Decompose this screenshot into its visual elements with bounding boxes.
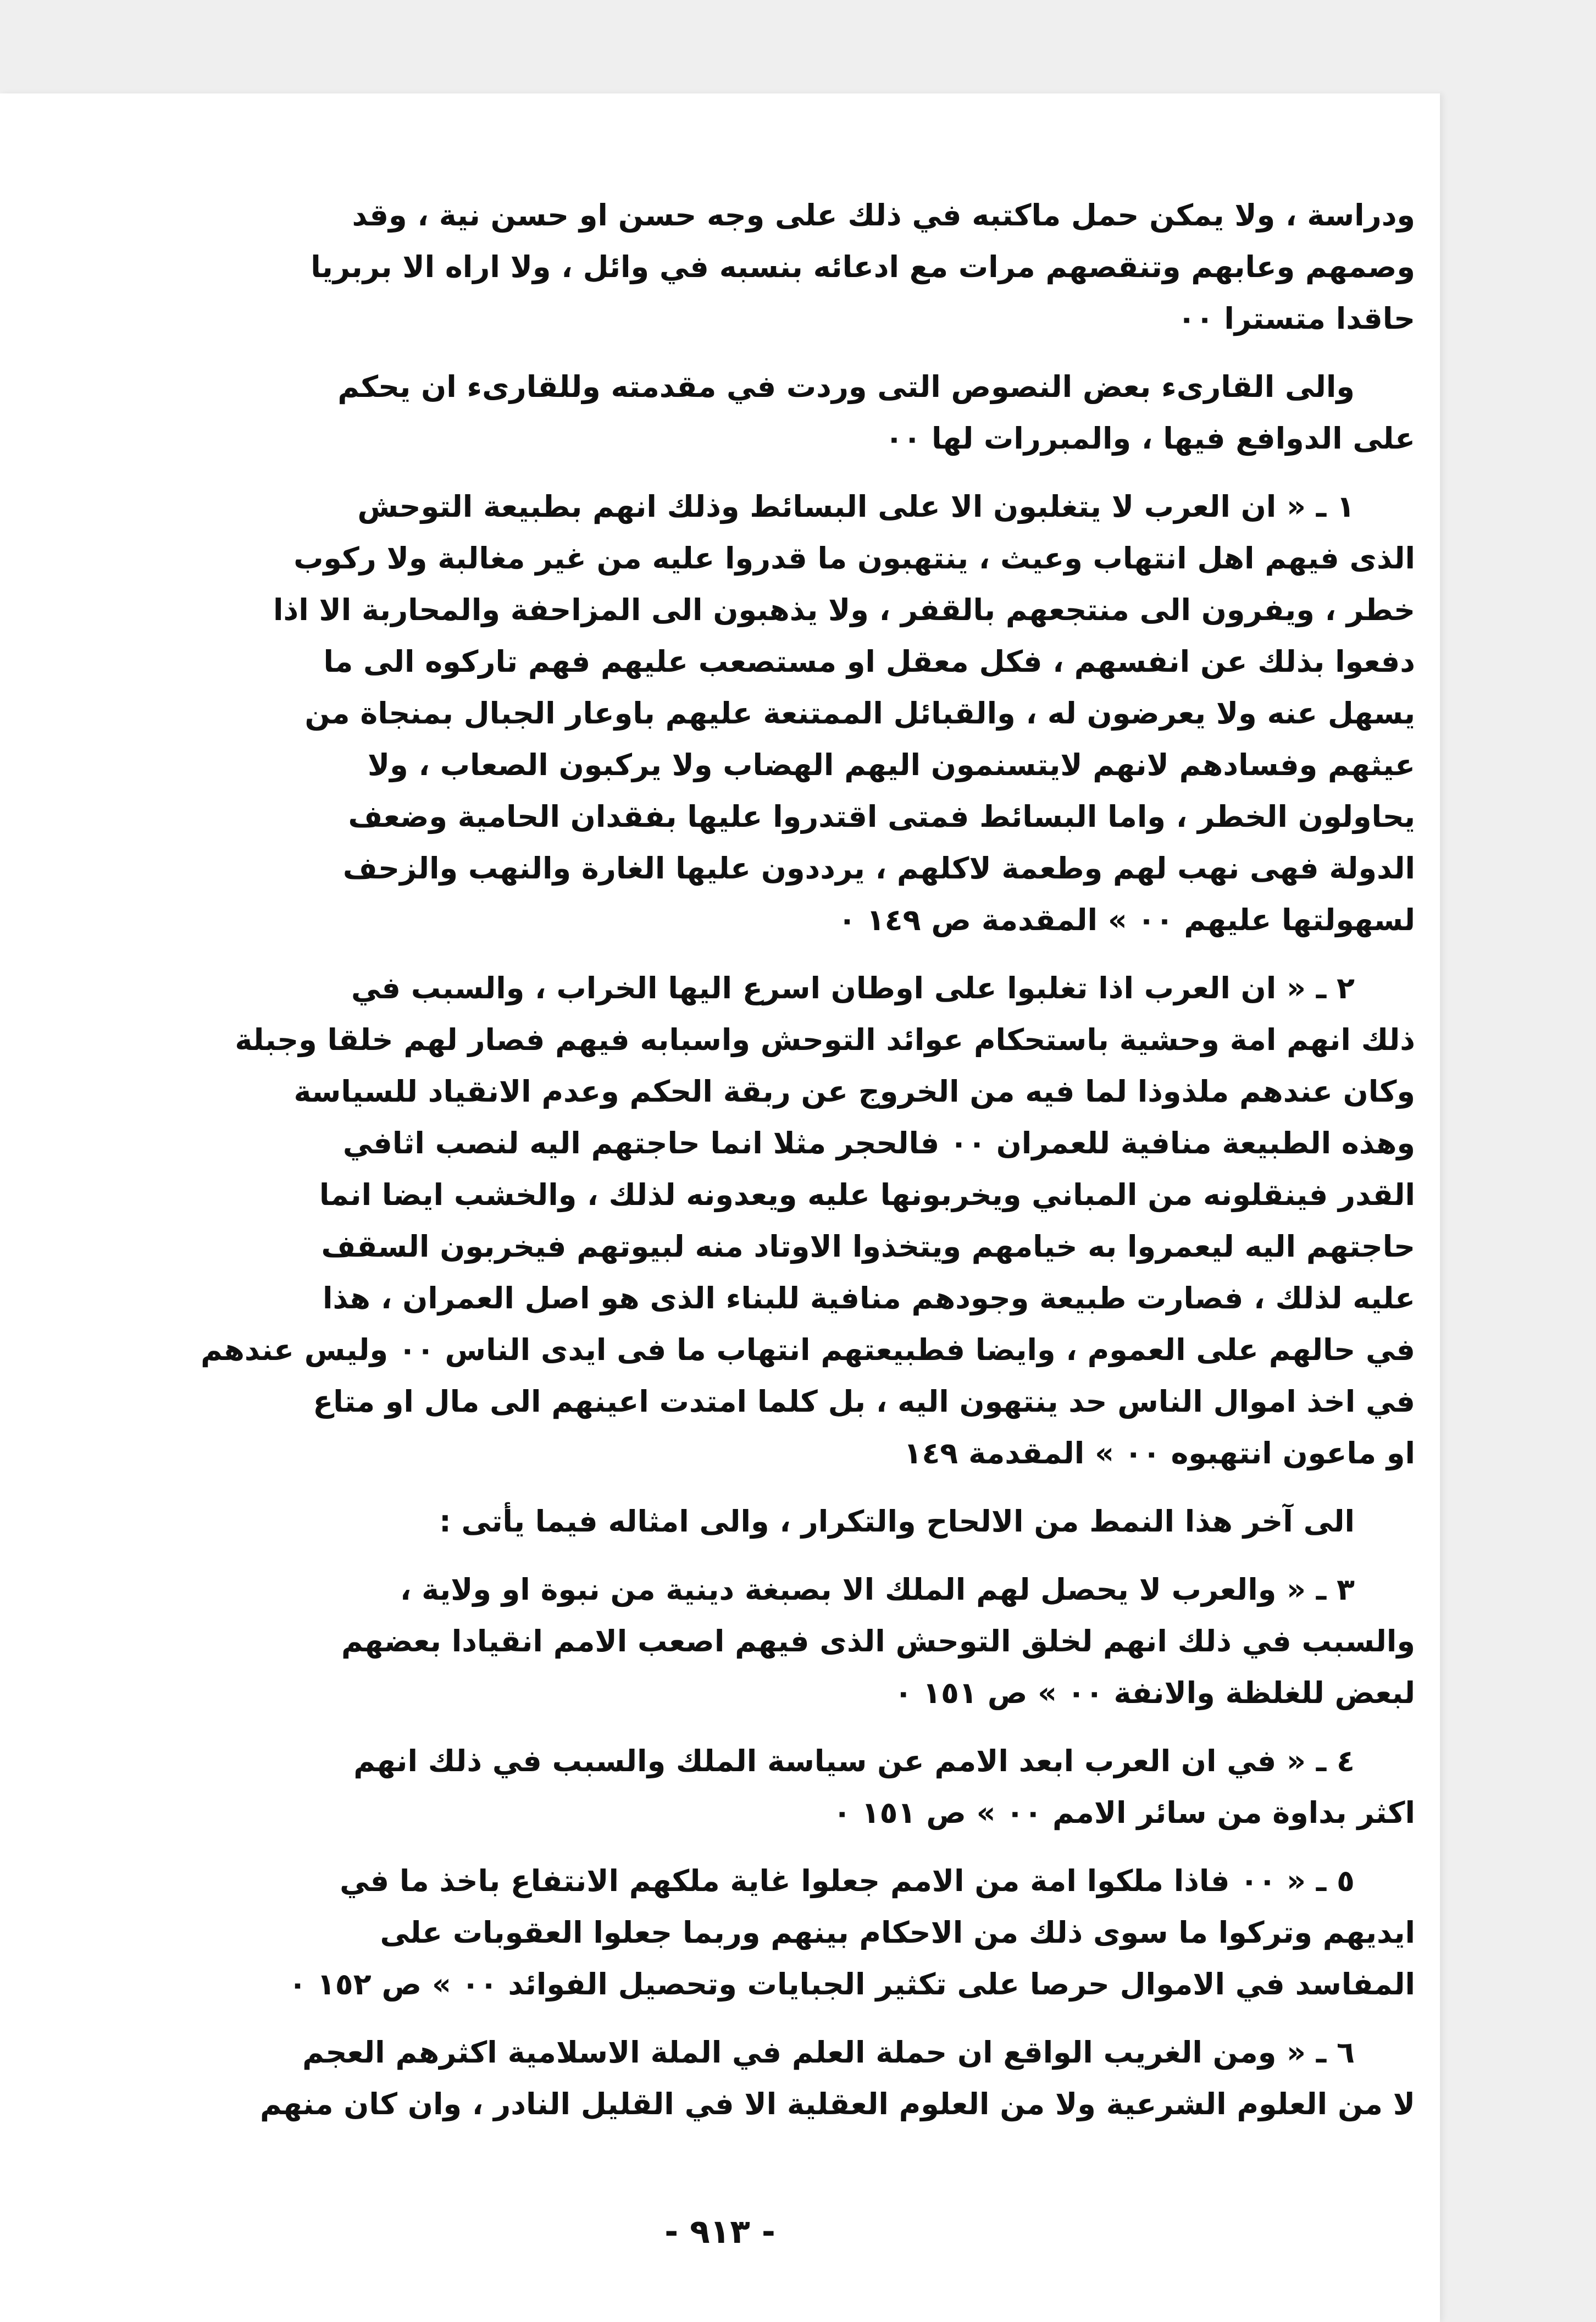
text-line: حاجتهم اليه ليعمروا به خيامهم ويتخذوا الاوتاد منه لبيوتهم فيخربون السقف	[321, 1229, 1415, 1264]
text-line: عيثهم وفسادهم لانهم لايتسنمون اليهم الهضاب ولا يركبون الصعاب ، ولا	[367, 748, 1415, 782]
paragraph-quote-5	[184, 1855, 1415, 2010]
text-line: يسهل عنه ولا يعرضون له ، والقبائل الممتنعة عليهم باوعار الجبال بمنجاة من	[304, 696, 1415, 731]
text-line: ٦ ـ « ومن الغريب الواقع ان حملة العلم في الملة الاسلامية اكثرهم العجم	[302, 2035, 1355, 2070]
text-line: خطر ، ويفرون الى منتجعهم بالقفر ، ولا يذهبون الى المزاحفة والمحاربة الا اذا	[273, 593, 1415, 627]
text-line: الذى فيهم اهل انتهاب وعيث ، ينتهبون ما قدروا عليه من غير مغالبة ولا ركوب	[293, 541, 1415, 576]
paragraph-quote-6	[184, 2027, 1415, 2130]
text-line: المفاسد في الاموال حرصا على تكثير الجبايات وتحصيل الفوائد ٠٠ » ص ١٥٢ ٠	[289, 1967, 1415, 2002]
text-line: لا من العلوم الشرعية ولا من العلوم العقلية الا في القليل النادر ، وان كان منهم	[260, 2087, 1415, 2121]
text-line: الى آخر هذا النمط من الالحاح والتكرار ، والى امثاله فيما يأتى :	[439, 1504, 1355, 1539]
text-line: في حالهم على العموم ، وايضا فطبيعتهم انتهاب ما فى ايدى الناس ٠٠ وليس عندهم	[201, 1333, 1415, 1367]
text-line: ودراسة ، ولا يمكن حمل ماكتبه في ذلك على وجه حسن او حسن نية ، وقد	[352, 198, 1415, 233]
paragraph-quote-3	[184, 1564, 1415, 1719]
text-line: او ماعون انتهبوه ٠٠ » المقدمة ١٤٩	[904, 1436, 1415, 1470]
paragraph-quote-4	[184, 1735, 1415, 1839]
text-line: والى القارىء بعض النصوص التى وردت في مقدمته وللقارىء ان يحكم	[337, 369, 1355, 404]
text-line: ١ ـ « ان العرب لا يتغلبون الا على البسائط وذلك انهم بطبيعة التوحش	[357, 489, 1355, 524]
paragraph-intro	[184, 190, 1415, 345]
text-line: وكان عندهم ملذوذا لما فيه من الخروج عن ربقة الحكم وعدم الانقياد للسياسة	[293, 1074, 1415, 1109]
text-line: القدر فينقلونه من المباني ويخربونها عليه ويعدونه لذلك ، والخشب ايضا انما	[319, 1177, 1415, 1212]
page-number: - ٩١٣ -	[664, 2213, 775, 2251]
text-line: عليه لذلك ، فصارت طبيعة وجودهم منافية للبناء الذى هو اصل العمران ، هذا	[322, 1281, 1415, 1315]
paragraph-transition	[184, 1496, 1415, 1547]
text-line: ايديهم وتركوا ما سوى ذلك من الاحكام بينهم وربما جعلوا العقوبات على	[380, 1915, 1415, 1950]
text-line: ٤ ـ « في ان العرب ابعد الامم عن سياسة الملك والسبب في ذلك انهم	[353, 1744, 1355, 1778]
text-line: لسهولتها عليهم ٠٠ » المقدمة ص ١٤٩ ٠	[838, 903, 1415, 937]
text-line: حاقدا متسترا ٠٠	[1177, 301, 1415, 336]
text-line: على الدوافع فيها ، والمبررات لها ٠٠	[885, 421, 1415, 456]
text-line: ٣ ـ « والعرب لا يحصل لهم الملك الا بصبغة دينية من نبوة او ولاية ،	[400, 1572, 1355, 1607]
page-body-text	[184, 190, 1415, 2147]
paragraph-quote-1	[184, 481, 1415, 946]
text-line: دفعوا بذلك عن انفسهم ، فكل معقل او مستصعب عليهم فهم تاركوه الى ما	[323, 644, 1415, 679]
text-line: ٥ ـ « ٠٠ فاذا ملكوا امة من الامم جعلوا غاية ملكهم الانتفاع باخذ ما في	[340, 1864, 1355, 1898]
text-line: وهذه الطبيعة منافية للعمران ٠٠ فالحجر مثلا انما حاجتهم اليه لنصب اثافي	[342, 1126, 1415, 1160]
text-line: ذلك انهم امة وحشية باستحكام عوائد التوحش واسبابه فيهم فصار لهم خلقا وجبلة	[235, 1022, 1415, 1057]
text-line: لبعض للغلظة والانفة ٠٠ » ص ١٥١ ٠	[894, 1676, 1415, 1710]
paragraph-quote-2	[184, 963, 1415, 1479]
text-line: في اخذ اموال الناس حد ينتهون اليه ، بل كلما امتدت اعينهم الى مال او متاع	[313, 1384, 1415, 1419]
paragraph-reader-note	[184, 361, 1415, 465]
text-line: والسبب في ذلك انهم لخلق التوحش الذى فيهم اصعب الامم انقيادا بعضهم	[341, 1624, 1415, 1658]
text-line: وصمهم وعابهم وتنقصهم مرات مع ادعائه بنسبه في وائل ، ولا اراه الا بربريا	[311, 250, 1415, 284]
text-line: ٢ ـ « ان العرب اذا تغلبوا على اوطان اسرع اليها الخراب ، والسبب في	[351, 971, 1355, 1005]
text-line: يحاولون الخطر ، واما البسائط فمتى اقتدروا عليها بفقدان الحامية وضعف	[348, 799, 1415, 834]
text-line: اكثر بداوة من سائر الامم ٠٠ » ص ١٥١ ٠	[833, 1795, 1415, 1830]
book-page	[0, 93, 1440, 2322]
text-line: الدولة فهى نهب لهم وطعمة لاكلهم ، يرددون عليها الغارة والنهب والزحف	[342, 851, 1415, 886]
